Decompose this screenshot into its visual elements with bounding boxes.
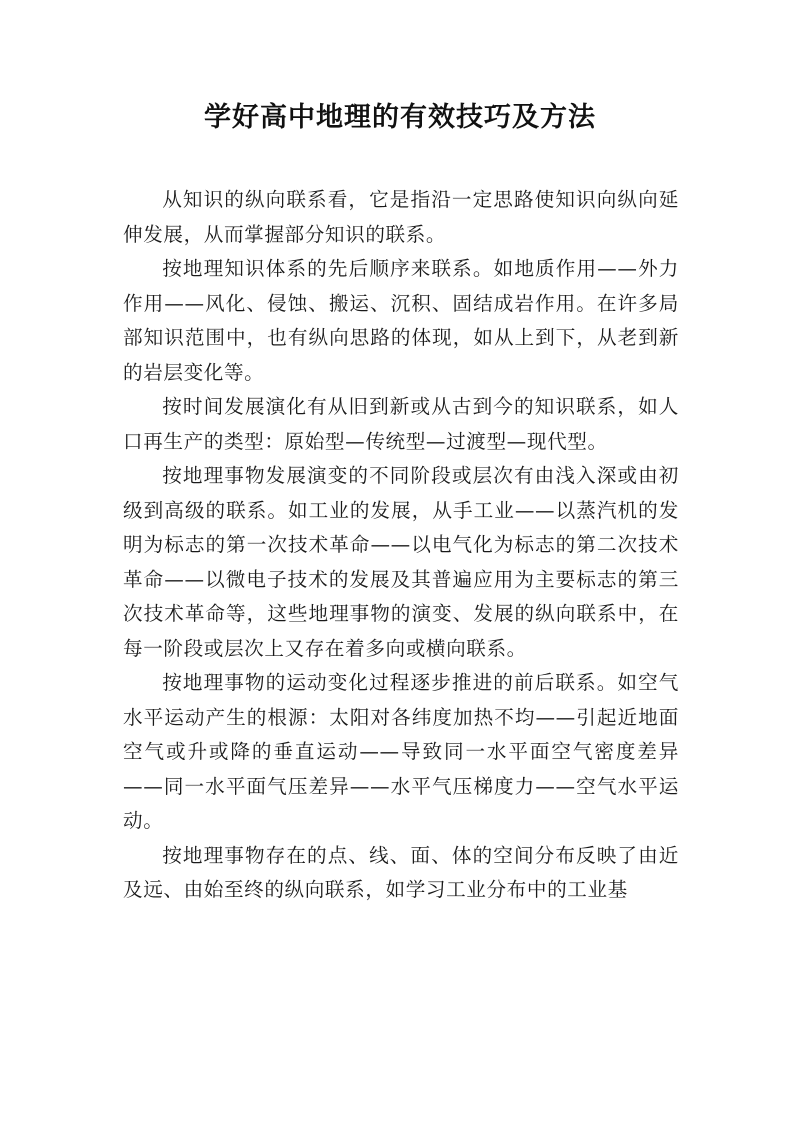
paragraph-2: 按地理知识体系的先后顺序来联系。如地质作用——外力作用——风化、侵蚀、搬运、沉积、固结成岩作用。在许多局部知识范围中，也有纵向思路的体现，如从上到下，从老到新的岩层变化等。 (123, 257, 679, 384)
paragraph-3: 按时间发展演化有从旧到新或从古到今的知识联系，如人口再生产的类型：原始型—传统型—过渡型—现代型。 (123, 395, 679, 453)
paragraph-1: 从知识的纵向联系看，它是指沿一定思路使知识向纵向延伸发展，从而掌握部分知识的联系。 (123, 188, 679, 246)
document-body (123, 183, 679, 908)
document-title: 学好高中地理的有效技巧及方法 (204, 102, 596, 133)
paragraph-6: 按地理事物存在的点、线、面、体的空间分布反映了由近及远、由始至终的纵向联系，如学习工业分布中的工业基 (123, 843, 679, 901)
paragraph-4: 按地理事物发展演变的不同阶段或层次有由浅入深或由初级到高级的联系。如工业的发展，从手工业——以蒸汽机的发明为标志的第一次技术革命——以电气化为标志的第二次技术革命——以微电子技术的发展及其普遍应用为主要标志的第三次技术革命等，这些地理事物的演变、发展的纵向联系中，在每一阶段或层次上又存在着多向或横向联系。 (123, 464, 679, 660)
paragraph-5: 按地理事物的运动变化过程逐步推进的前后联系。如空气水平运动产生的根源：太阳对各纬度加热不均——引起近地面空气或升或降的垂直运动——导致同一水平面空气密度差异——同一水平面气压差异——水平气压梯度力——空气水平运动。 (123, 671, 679, 832)
